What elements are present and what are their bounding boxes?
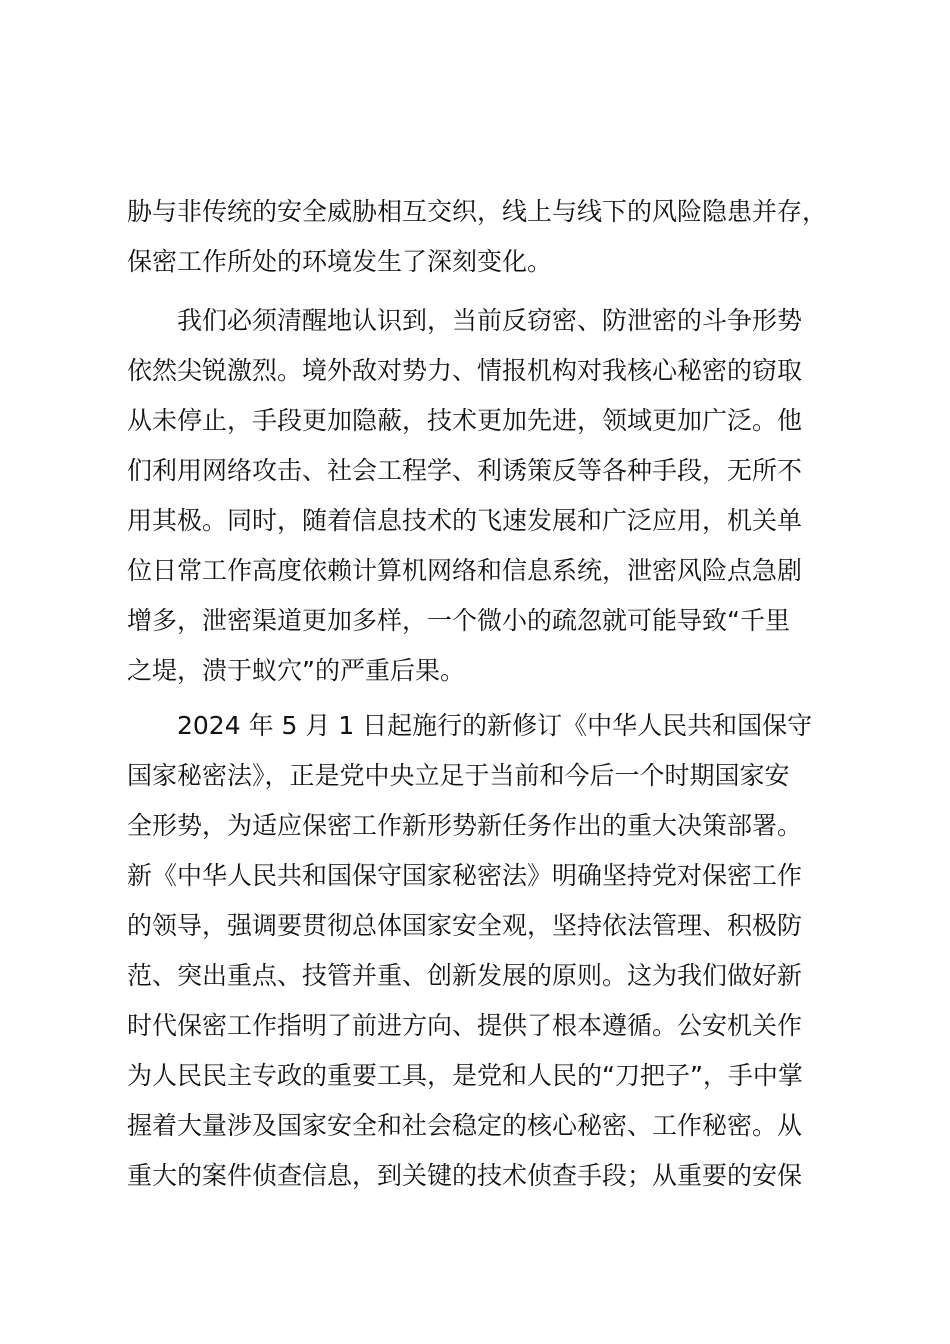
paragraph-line: 从未停止，手段更加隐蔽，技术更加先进，领域更加广泛。他 (127, 406, 803, 435)
paragraph-line: 们利用网络攻击、社会工程学、利诱策反等各种手段，无所不 (127, 456, 803, 485)
paragraph-line: 全形势，为适应保密工作新形势新任务作出的重大决策部署。 (127, 811, 803, 840)
paragraph-line: 我们必须清醒地认识到，当前反窃密、防泄密的斗争形势 (127, 306, 803, 335)
paragraph-2 (127, 296, 827, 696)
paragraph-line: 用其极。同时，随着信息技术的飞速发展和广泛应用，机关单 (127, 506, 803, 535)
paragraph-line: 的领导，强调要贯彻总体国家安全观，坚持依法管理、积极防 (127, 911, 803, 940)
paragraph-line: 时代保密工作指明了前进方向、提供了根本遵循。公安机关作 (127, 1011, 803, 1040)
paragraph-line: 2024 年 5 月 1 日起施行的新修订《中华人民共和国保守 (127, 711, 813, 740)
paragraph-line: 新《中华人民共和国保守国家秘密法》明确坚持党对保密工作 (127, 861, 803, 890)
paragraph-3 (127, 701, 827, 1201)
paragraph-line: 握着大量涉及国家安全和社会稳定的核心秘密、工作秘密。从 (127, 1111, 803, 1140)
paragraph-line: 之堤，溃于蚁穴”的严重后果。 (127, 656, 465, 685)
paragraph-line: 依然尖锐激烈。境外敌对势力、情报机构对我核心秘密的窃取 (127, 356, 803, 385)
paragraph-line: 保密工作所处的环境发生了深刻变化。 (127, 247, 553, 276)
paragraph-line: 增多，泄密渠道更加多样，一个微小的疏忽就可能导致“千里 (127, 606, 790, 635)
paragraph-line: 重大的案件侦查信息，到关键的技术侦查手段；从重要的安保 (127, 1161, 803, 1190)
paragraph-line: 胁与非传统的安全威胁相互交织，线上与线下的风险隐患并存， (127, 197, 828, 226)
paragraph-line: 国家秘密法》，正是党中央立足于当前和今后一个时期国家安 (127, 761, 790, 790)
paragraph-1 (127, 187, 827, 287)
paragraph-line: 为人民民主专政的重要工具，是党和人民的“刀把子”，手中掌 (127, 1061, 803, 1090)
paragraph-line: 位日常工作高度依赖计算机网络和信息系统，泄密风险点急剧 (127, 556, 803, 585)
paragraph-line: 范、突出重点、技管并重、创新发展的原则。这为我们做好新 (127, 961, 803, 990)
